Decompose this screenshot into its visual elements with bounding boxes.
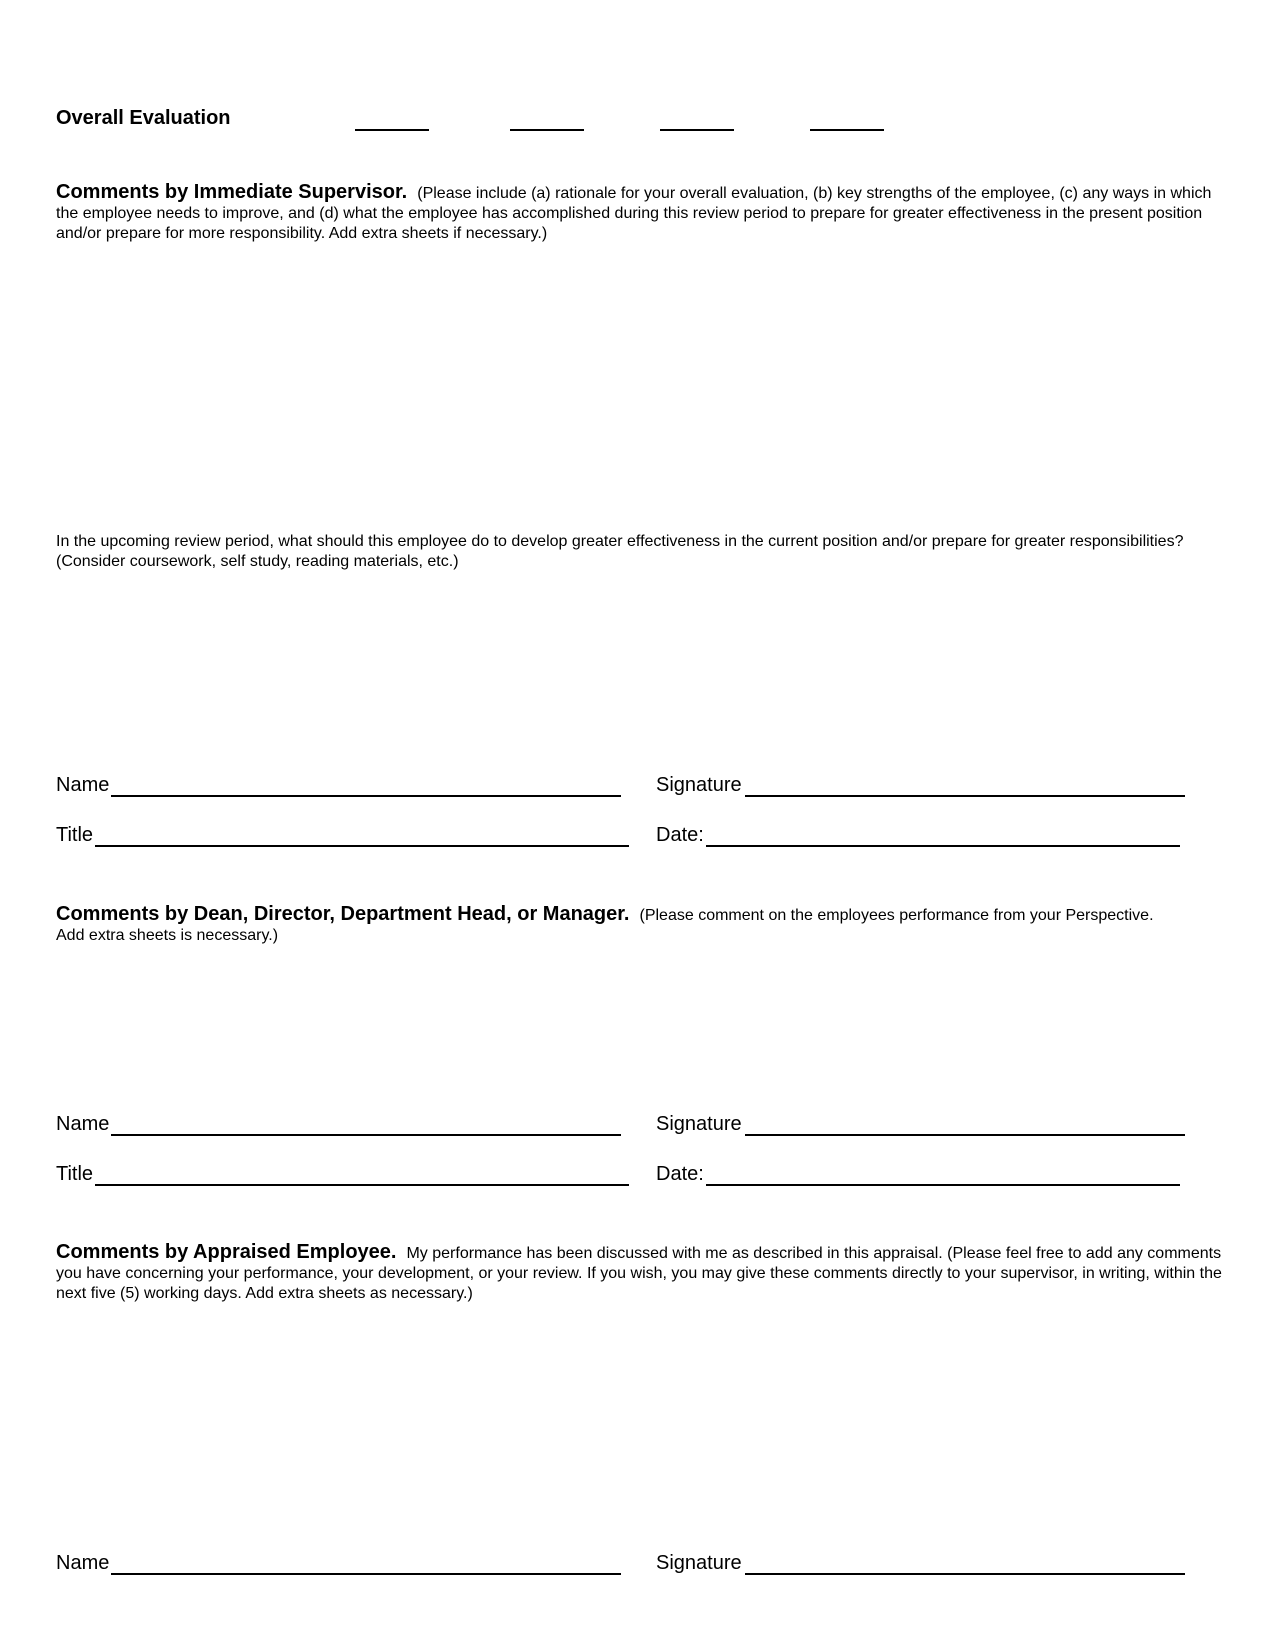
dean-date-label: Date: bbox=[656, 1163, 704, 1185]
dean-signature-field[interactable] bbox=[745, 1134, 1185, 1136]
supervisor-date-label: Date: bbox=[656, 824, 704, 846]
employee-instructions: My performance has been discussed with me as described in this appraisal. (Please feel free to add any comments you have concerning your performance, your development, or your review. If you wish, you may give these comments directly to your supervisor, in writing, within the next five (5) working days. Add extra sheets as necessary.) bbox=[56, 1245, 1222, 1302]
dean-name-field[interactable] bbox=[111, 1134, 621, 1136]
supervisor-date-field[interactable] bbox=[706, 845, 1180, 847]
employee-comments-section bbox=[56, 1242, 1224, 1304]
dean-date-field[interactable] bbox=[706, 1184, 1180, 1186]
supervisor-name-label: Name bbox=[56, 774, 110, 796]
rating-blank-1[interactable] bbox=[355, 129, 429, 131]
dean-title-label: Title bbox=[56, 1163, 94, 1185]
rating-blank-4[interactable] bbox=[810, 129, 884, 131]
supervisor-signature-field[interactable] bbox=[745, 795, 1185, 797]
dean-instructions: (Please comment on the employees performance from your Perspective. Add extra sheets is necessary.) bbox=[56, 907, 1154, 944]
development-response-area[interactable] bbox=[56, 580, 1216, 760]
employee-signature-label: Signature bbox=[656, 1552, 742, 1574]
supervisor-title-field[interactable] bbox=[95, 845, 629, 847]
dean-title-field[interactable] bbox=[95, 1184, 629, 1186]
overall-evaluation-label: Overall Evaluation bbox=[56, 107, 231, 129]
dean-comments-section bbox=[56, 904, 1166, 946]
rating-blank-2[interactable] bbox=[510, 129, 584, 131]
employee-comments-heading: Comments by Appraised Employee. bbox=[56, 1241, 397, 1263]
dean-signature-label: Signature bbox=[656, 1113, 742, 1135]
supervisor-comments-section bbox=[56, 182, 1224, 244]
supervisor-instructions: (Please include (a) rationale for your overall evaluation, (b) key strengths of the employee, (c) any ways in which the employee needs to improve, and (d) what the employee has accomplished during this review period to prepare for greater effectiveness in the present position and/or prepare for more responsibility. Add extra sheets if necessary.) bbox=[56, 185, 1212, 242]
supervisor-comments-area[interactable] bbox=[56, 250, 1216, 520]
supervisor-signature-label: Signature bbox=[656, 774, 742, 796]
dean-comments-area[interactable] bbox=[56, 960, 1216, 1100]
supervisor-title-label: Title bbox=[56, 824, 94, 846]
employee-signature-field[interactable] bbox=[745, 1573, 1185, 1575]
supervisor-name-field[interactable] bbox=[111, 795, 621, 797]
supervisor-comments-heading: Comments by Immediate Supervisor. bbox=[56, 181, 408, 203]
employee-name-label: Name bbox=[56, 1552, 110, 1574]
development-question: In the upcoming review period, what should this employee do to develop greater effectiveness in the current position and/or prepare for greater responsibilities? (Consider coursework, self study, reading materials, etc.) bbox=[56, 533, 1184, 570]
employee-name-field[interactable] bbox=[111, 1573, 621, 1575]
dean-comments-heading: Comments by Dean, Director, Department Head, or Manager. bbox=[56, 903, 630, 925]
employee-comments-area[interactable] bbox=[56, 1310, 1216, 1540]
dean-name-label: Name bbox=[56, 1113, 110, 1135]
rating-blank-3[interactable] bbox=[660, 129, 734, 131]
